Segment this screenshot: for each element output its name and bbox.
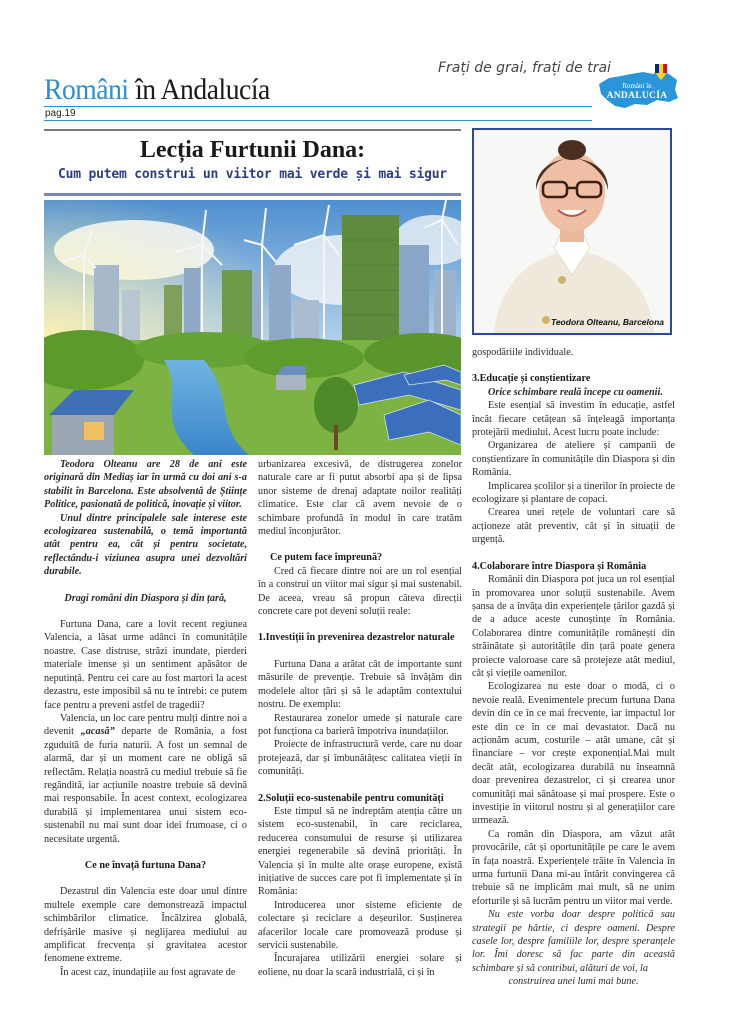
subsection-heading-2: 2.Soluții eco-sustenabile pentru comunități	[258, 792, 444, 804]
author-bio-1: Teodora Olteanu are 28 de ani este originară din Mediaș iar în urmă cu doi ani s-a stabilit în Barcelona. Este absolventă de Științe Politice, pasionată de politică, inovație și viitor.	[44, 459, 247, 511]
paragraph: Românii din Diaspora pot juca un rol esențial în promovarea unor soluții sustenabile. Avem șansa de a învăța din experiențele țărilor gazdă și de a aduce aceste cunoștințe în România. Colaborarea dintre comunitățile românești din străinătate și autoritățile din țară poate genera proiecte valoroase care să protejeze atât mediul, cât și viețile oamenilor.	[472, 574, 675, 679]
section-heading: Ce ne învață furtuna Dana?	[84, 859, 207, 871]
paragraph: Restaurarea zonelor umede și naturale care pot funcționa ca barieră împotriva inundațiilor.	[258, 712, 462, 737]
page-header	[0, 0, 732, 125]
page-number: pag.19	[45, 108, 76, 119]
article-column-2	[258, 458, 462, 979]
publication-logo	[595, 62, 679, 112]
subsection-heading-3: 3.Educație și conștientizare	[472, 373, 591, 385]
paragraph: Furtuna Dana a arătat cât de importante sunt măsurile de prevenție. Trebuie să învățăm din modelele altor țări și să le adaptăm contextului nostru. De exemplu:	[258, 658, 462, 711]
green-city-illustration	[44, 200, 461, 455]
paragraph: Proiecte de infrastructură verde, care nu doar protejează, dar și îmbunătățesc calitatea vieții în comunități.	[258, 739, 462, 778]
article-column-1	[44, 458, 247, 979]
masthead-title	[44, 74, 270, 106]
closing-paragraph: Nu este vorba doar despre politică sau strategii pe hârtie, ci despre oameni. Despre casele lor, despre familiile lor, despre speranțele lor. Îmi doresc să fac parte din această schimbare și să contribui, alături de voi, la	[472, 909, 675, 974]
paragraph: Introducerea unor sisteme eficiente de colectare și reciclare a deșeurilor. Susținerea afacerilor locale care promovează produse și servicii sustenabile.	[258, 899, 462, 951]
logo-text-line1: Români în	[622, 82, 652, 90]
title-rule-bottom	[44, 193, 461, 196]
header-rule-top	[44, 106, 592, 107]
subsection-heading-4: 4.Colaborare între Diaspora și România	[472, 560, 647, 572]
paragraph: Implicarea școlilor și a tinerilor în proiecte de ecologizare și plantare de copaci.	[472, 480, 675, 506]
paragraph: gospodăriile individuale.	[472, 347, 574, 358]
subsection-heading-1: 1.Investiții în prevenirea dezastrelor naturale	[258, 632, 455, 644]
header-rule-bottom	[44, 120, 592, 121]
subsection-lead: Orice schimbare reală începe cu oamenii.	[488, 386, 663, 398]
paragraph: urbanizarea excesivă, de distrugerea zonelor naturale care ar fi putut absorbi apa și de lipsa unor sisteme de drenaj adaptate noilor realități climatice. Este clar că avem nevoie de o schimbare profundă în modul în care tratăm mediul înconjurător.	[258, 459, 462, 538]
masthead-part-romani: Români	[44, 73, 129, 106]
paragraph: Încurajarea utilizării energiei solare și eoliene, nu doar la scară industrială, ci și în	[258, 953, 462, 978]
article-title: Lecția Furtunii Dana:	[139, 137, 366, 163]
motto: Frați de grai, frați de trai	[438, 60, 611, 76]
paragraph: Este timpul să ne îndreptăm atenția către un sistem eco-sustenabil, în care reciclarea, reducerea consumului de resurse și utilizarea energiei regenerabile să devină priorități. În Valencia și în multe alte orașe europene, există inițiative de succes care pot fi implementate și în România:	[258, 805, 462, 898]
article-column-3	[472, 346, 675, 989]
section-heading: Ce putem face împreună?	[270, 552, 383, 564]
paragraph: Este esențial să investim în educație, astfel încât fiecare cetățean să înțeleagă importanța protejării mediului. Acest lucru poate include:	[472, 400, 675, 439]
author-photo	[474, 130, 670, 333]
portrait-caption: Teodora Olteanu, Barcelona	[550, 317, 664, 327]
paragraph: Ca român din Diaspora, am văzut atât provocările, cât și oportunitățile pe care le avem în fața noastră. Experiențele trăite în Valencia în urma furtunii Dana mi-au întărit convingerea că trebuie să ne implicăm mai mult, să ne unim eforturile și să lucrăm pentru un viitor mai verde.	[472, 828, 675, 907]
paragraph: În acest caz, inundațiile au fost agravate de	[60, 966, 236, 978]
paragraph: Valencia, un loc care pentru mulți dintre noi a devenit „acasă” departe de România, a fost zguduită de furia naturii. A fost un semnal de alarmă, dar și un moment care ne obligă să reflectăm. Relația noastră cu mediul trebuie să fie regândită, iar acțiunile noastre trebuie să devină mai responsabile. În acest context, ecologizarea durabilă și implementarea unui sistem eco-sustenabil nu mai sunt doar idei frumoase, ci o necesitate urgentă.	[44, 712, 247, 845]
paragraph: Organizarea de ateliere și campanii de conștientizare în comunitățile din Diaspora și din România.	[472, 440, 675, 479]
hero-image	[44, 200, 461, 455]
article-subtitle: Cum putem construi un viitor mai verde și mai sigur	[58, 167, 447, 182]
masthead-part-andalucia: în Andalucía	[128, 73, 270, 106]
paragraph: Ecologizarea nu este doar o modă, ci o nevoie reală. Evenimentele precum furtuna Dana devin din ce în ce mai frecvente, iar impactul lor este din ce în ce mai devastator. Dacă nu acționăm acum, costurile – atât umane, cât și financiare – vor crește exponențial.Mai mult decât atât, ecologizarea durabilă nu înseamnă doar prevenirea dezastrelor, ci și crearea unor comunități mai sănătoase și mai prospere. Este o investiție în viitorul nostru și al generațiilor care urmează.	[472, 681, 675, 827]
paragraph: Furtuna Dana, care a lovit recent regiunea Valencia, a lăsat urme adânci în comunitățile noastre. Case distruse, străzi inundate, pierderi materiale imense și un sentiment apăsător de neputință. Pentru cei care au fost martori la acest dezastru, este imposibil să nu te întrebi: ce putem face pentru a preveni astfel de tragedii?	[44, 619, 247, 711]
paragraph: Cred că fiecare dintre noi are un rol esențial în a construi un viitor mai sigur și mai sustenabil. De aceea, vreau să propun câteva direcții concrete care pot deveni soluții reale:	[258, 565, 462, 618]
closing-line: construirea unei lumi mai bune.	[508, 976, 639, 988]
logo-text-line2: ANDALUCÍA	[606, 91, 668, 101]
emphasis-acasa: „acasă”	[80, 726, 115, 738]
paragraph: Dezastrul din Valencia este doar unul dintre multele exemple care demonstrează impactul schimbărilor climatice. Încălzirea globală, defrișările masive și neglijarea mediului au amplificat frecvența și gravitatea acestor fenomene extreme.	[44, 886, 247, 965]
greeting: Dragi români din Diaspora și din țară,	[64, 592, 227, 604]
title-rule-top	[44, 129, 461, 131]
author-portrait	[472, 128, 672, 335]
author-bio-2: Unul dintre principalele sale interese este ecologizarea sustenabilă, o temă importantă atât pentru ea, cât și pentru societate, reflectându-i viziunea asupra unei dezvoltări durabile.	[44, 512, 247, 578]
paragraph: Crearea unei rețele de voluntari care să acționeze atât preventiv, cât și în situații de urgență.	[472, 507, 675, 546]
